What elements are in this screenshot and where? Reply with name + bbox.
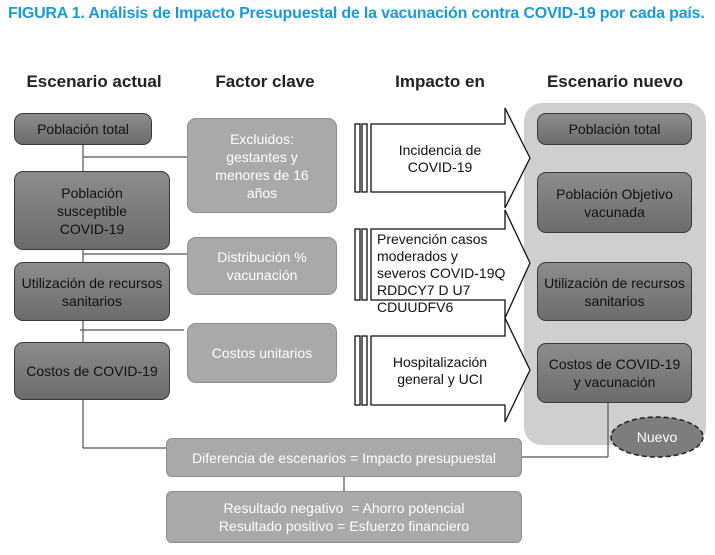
nuevo-label: Nuevo (636, 429, 678, 445)
impact-hospitalization: Hospitalización general y UCI (392, 354, 488, 387)
result-positive: Resultado positivo = Esfuerzo financiero (218, 518, 470, 534)
figure-title: FIGURA 1. Análisis de Impacto Presupuestal de la vacunación contra COVID-19 por cada país. (8, 5, 705, 22)
column-header-factor: Factor clave (215, 72, 315, 91)
impact-prevention: Prevención casos moderados y severos COVID-19Q RDDCY7 D U7 CDUUDFV6 (377, 231, 506, 315)
column-header-new: Escenario nuevo (546, 72, 684, 91)
column-header-impact: Impacto en (395, 72, 485, 91)
current-resource-utilization: Utilización de recursos sanitarios (14, 262, 170, 321)
new-target-population: Población Objetivo vacunada (537, 172, 692, 233)
result-negative: Resultado negativo = Ahorro potencial (223, 500, 465, 516)
arrow-bar (355, 124, 360, 192)
factor-unit-costs: Costos unitarios (187, 323, 337, 383)
column-header-current: Escenario actual (26, 72, 162, 91)
new-resource-utilization: Utilización de recursos sanitarios (537, 262, 692, 321)
arrow-bar (355, 336, 360, 405)
current-population-total: Población total (14, 113, 152, 145)
arrow-bar (362, 229, 367, 300)
impact-incidence: Incidencia de COVID-19 (398, 142, 482, 175)
difference-box: Diferencia de escenarios = Impacto presupuestal (166, 438, 522, 477)
new-population-total: Población total (537, 113, 692, 145)
factor-vaccination-distribution: Distribución % vacunación (187, 237, 337, 295)
arrow-bar (355, 229, 360, 300)
current-susceptible-population: Población susceptible COVID-19 (14, 171, 170, 250)
arrow-bar (362, 124, 367, 192)
results-box (166, 491, 522, 543)
current-covid-costs: Costos de COVID-19 (14, 342, 170, 400)
arrow-bar (362, 336, 367, 405)
new-costs-vaccination: Costos de COVID-19 y vacunación (537, 343, 692, 403)
factor-excluded: Excluidos: gestantes y menores de 16 años (187, 118, 337, 213)
